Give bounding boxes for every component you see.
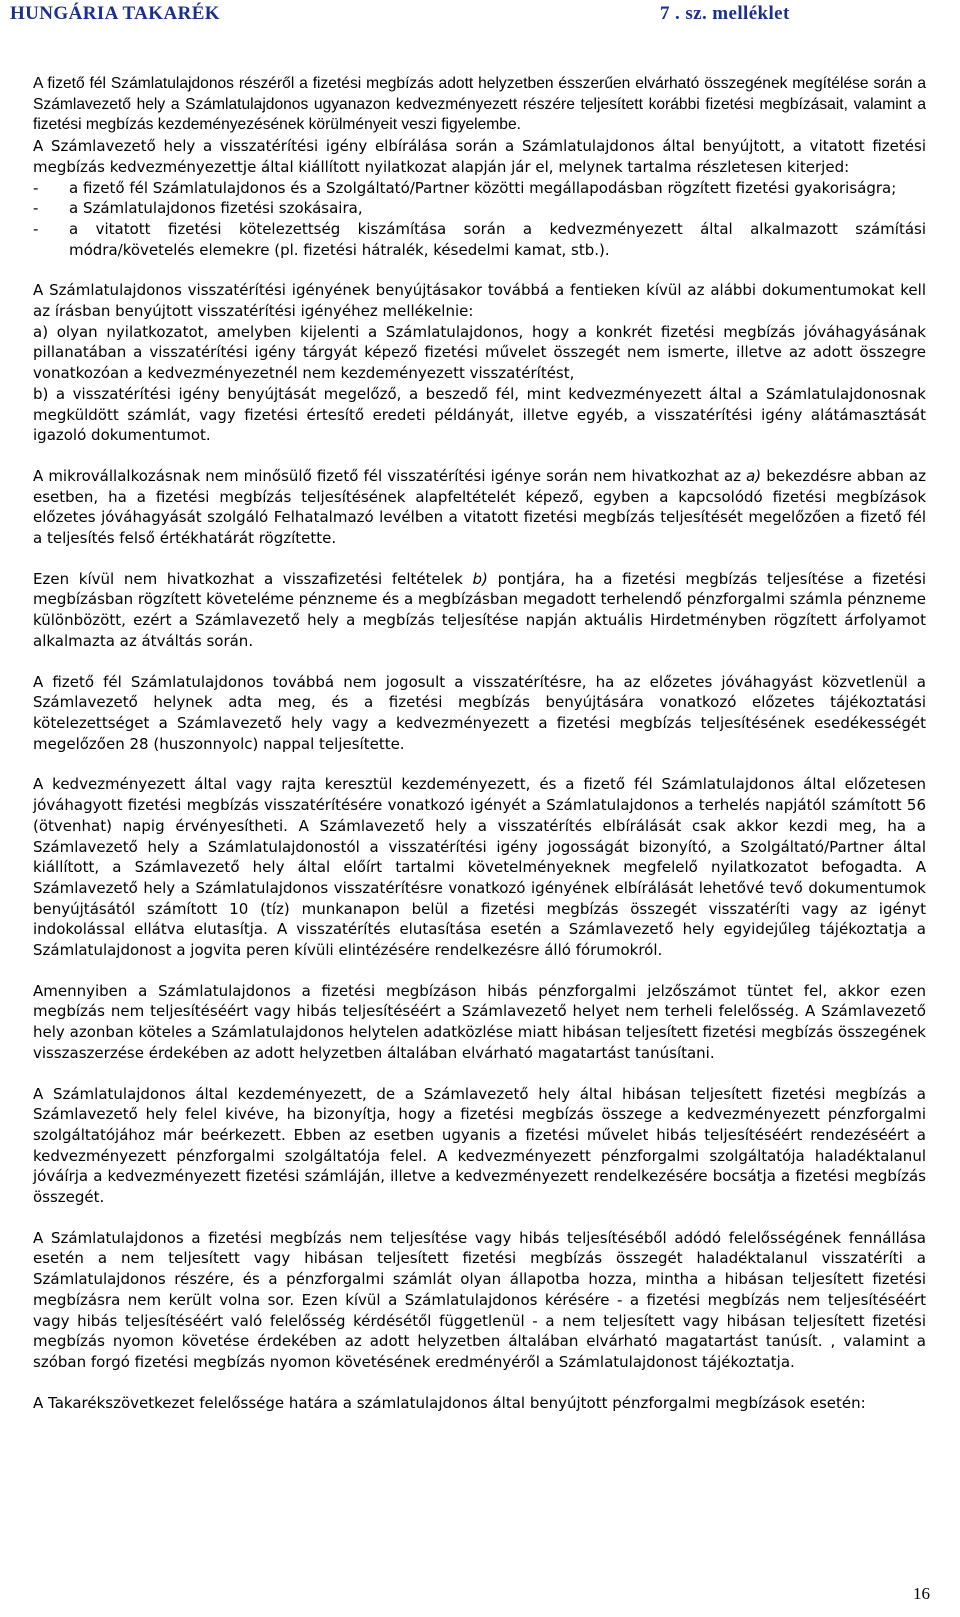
paragraph-11: A Takarékszövetkezet felelőssége határa a számlatulajdonos által benyújtott pénzforgalmi megbízások esetén: <box>33 1393 866 1412</box>
annex-label: 7 . sz. melléklet <box>660 3 790 24</box>
list-item <box>33 219 926 260</box>
list-item-text: a Számlatulajdonos fizetési szokásaira, <box>69 199 363 218</box>
paragraph-4-start: A mikrovállalkozásnak nem minősülő fizető fél visszatérítési igénye során nem hivatkozhat az <box>33 466 747 485</box>
list-dash: - <box>33 219 39 238</box>
paragraph-5-start: Ezen kívül nem hivatkozhat a visszafizetési feltételek <box>33 569 473 588</box>
bank-name: HUNGÁRIA TAKARÉK <box>10 3 220 24</box>
paragraph-3b: b) a visszatérítési igény benyújtását megelőző, a beszedő fél, mint kedvezményezett által a Számlatulajdonosnak megküldött számlát, vagy fizetési értesítő eredeti példányát, illetve egyéb, a visszatérítési igény alátámasztását igazoló dokumentumot. <box>33 384 926 445</box>
paragraph-9: A Számlatulajdonos által kezdeményezett, de a Számlavezető hely által hibásan teljesített fizetési megbízás a Számlavezető hely felel kivéve, ha bizonyítja, hogy a fizetési megbízás összege a kedvezményezett pénzforgalmi szolgáltatójához már beérkezett. Ebben az esetben ugyanis a fizetési művelet hibás teljesítéséért rendezéséért a kedvezményezett pénzforgalmi szolgáltatója felel. A kedvezményezett pénzforgalmi szolgáltatója haladéktalanul jóváírja a kedvezményezett fizetési számláján, illetve a kedvezményezett rendelkezésére bocsátja a fizetési megbízás összegét. <box>33 1084 926 1207</box>
paragraph-1: A fizető fél Számlatulajdonos részéről a fizetési megbízás adott helyzetben ésszerűen elvárható összegének megítélése során a Számlavezető hely a Számlatulajdonos ugyanazon kedvezményezett részére teljesített korábbi fizetési megbízásait, valamint a fizetési megbízás kezdeményezésének körülményeit veszi figyelembe. <box>33 75 926 134</box>
paragraph-5-end: pontjára, ha a fizetési megbízás teljesítése a fizetési megbízásban rögzített követeléme pénzneme és a megbízásban megadott terhelendő pénzforgalmi számla pénzneme különbözött, ezért a Számlavezető hely a megbízás teljesítése napján aktuális Hirdetményben rögzített árfolyamot alkalmazta az átváltás során. <box>33 569 926 650</box>
reference-b: b) <box>472 569 488 588</box>
list-dash: - <box>33 178 39 197</box>
list-item-text: a vitatott fizetési kötelezettség kiszámítása során a kedvezményezett által alkalmazott számítási módra/követelés elemekre (pl. fizetési hátralék, késedelmi kamat, stb.). <box>69 219 926 259</box>
list-dash: - <box>33 199 39 218</box>
list-item-text: a fizető fél Számlatulajdonos és a Szolgáltató/Partner közötti megállapodásban rögzített fizetési gyakoriságra; <box>69 178 897 197</box>
paragraph-4-end: bekezdésre abban az esetben, ha a fizetési megbízás teljesítésének alapfeltételét képező, egyben a kapcsolódó fizetési megbízások előzetes jóváhagyását szolgáló Felhatalmazó levélben a vitatott fizetési megbízás teljesítését megelőzően a fizető fél a teljesítés felső értékhatárát rögzítette. <box>33 466 926 548</box>
paragraph-5 <box>33 569 926 652</box>
paragraph-7: A kedvezményezett által vagy rajta keresztül kezdeményezett, és a fizető fél Számlatulajdonos által előzetesen jóváhagyott fizetési megbízás visszatérítésére vonatkozó igényét a Számlatulajdonos a terhelés napjától számított 56 (ötvenhat) napig érvényesítheti. A Számlavezető hely a visszatérítés elbírálását csak akkor kezdi meg, ha a Számlavezető hely a Számlatulajdonostól a visszatérítési igény jogosságát bizonyító, a Szolgáltató/Partner által kiállított, a Számlavezető hely által előírt tartalmi követelményeknek megfelelő nyilatkozatot befogadta. A Számlavezető hely a Számlatulajdonos visszatérítésre vonatkozó igényének elbírálását lehetővé tevő dokumentumok benyújtásától számított 10 (tíz) munkanapon belül a fizetési megbízás összegét visszatéríti vagy az igényt indokolással ellátva elutasítja. A visszatérítés elutasítása esetén a Számlavezető hely egyidejűleg tájékoztatja a Számlatulajdonost a jogvita peren kívüli elintézésére rendelkezésre álló fórumokról. <box>33 775 926 960</box>
reference-a: a) <box>746 466 762 485</box>
document-body <box>33 74 926 1433</box>
paragraph-3: A Számlatulajdonos visszatérítési igényének benyújtásakor továbbá a fentieken kívül az alábbi dokumentumokat kell az írásban benyújtott visszatérítési igényéhez mellékelnie: <box>33 281 926 321</box>
list-item <box>33 198 926 219</box>
page-number: 16 <box>913 1584 930 1604</box>
paragraph-10: A Számlatulajdonos a fizetési megbízás nem teljesítése vagy hibás teljesítéséből adódó felelősségének fennállása esetén a nem teljesített vagy hibásan teljesített fizetési megbízás összegét haladéktalanul visszatéríti a Számlatulajdonos részére, és a pénzforgalmi számlát olyan állapotba hozza, mintha a hibásan teljesített fizetési megbízásra nem került volna sor. Ezen kívül a Számlatulajdonos kérésére - a fizetési megbízás nem teljesítéséért vagy hibás teljesítéséért való felelősség kérdésétől függetlenül - a nem teljesített vagy hibásan teljesített fizetési megbízás nyomon követése érdekében az adott helyzetben általában elvárható magatartást tanúsít. , valamint a szóban forgó fizetési megbízás nyomon követésének eredményéről a Számlatulajdonost tájékoztatja. <box>33 1228 926 1371</box>
paragraph-4 <box>33 466 926 549</box>
page-header <box>10 4 948 28</box>
list-item <box>33 178 926 199</box>
paragraph-6: A fizető fél Számlatulajdonos továbbá nem jogosult a visszatérítésre, ha az előzetes jóváhagyást közvetlenül a Számlavezető helynek adta meg, és a fizetési megbízás benyújtására vonatkozó előzetes tájékoztatási kötelezettséget a Számlavezető hely vagy a kedvezményezett a fizetési megbízás teljesítésének esedékességét megelőzően 28 (huszonnyolc) nappal teljesítette. <box>33 672 926 753</box>
paragraph-8: Amennyiben a Számlatulajdonos a fizetési megbízáson hibás pénzforgalmi jelzőszámot tüntet fel, akkor ezen megbízás nem teljesítéséért vagy hibás teljesítéséért a Számlavezető helyet nem terheli felelősség. A Számlavezető hely azonban köteles a Számlatulajdonos helytelen adatközlése miatt hibásan teljesített fizetési megbízás összegének visszaszerzése érdekében az adott helyzetben általában elvárható magatartást tanúsítani. <box>33 981 926 1062</box>
paragraph-3a: a) olyan nyilatkozatot, amelyben kijelenti a Számlatulajdonos, hogy a konkrét fizetési megbízás jóváhagyásának pillanatában a visszatérítési igény tárgyát képező fizetési művelet összegét nem ismerte, illetve az adott összegre vonatkozóan a kedvezményezetnél nem kezdeményezett visszatérítést, <box>33 322 926 383</box>
paragraph-2: A Számlavezető hely a visszatérítési igény elbírálása során a Számlatulajdonos által benyújtott, a vitatott fizetési megbízás kedvezményezettje által kiállított nyilatkozat alapján jár el, melynek tartalma részletesen kiterjed: <box>33 137 926 176</box>
